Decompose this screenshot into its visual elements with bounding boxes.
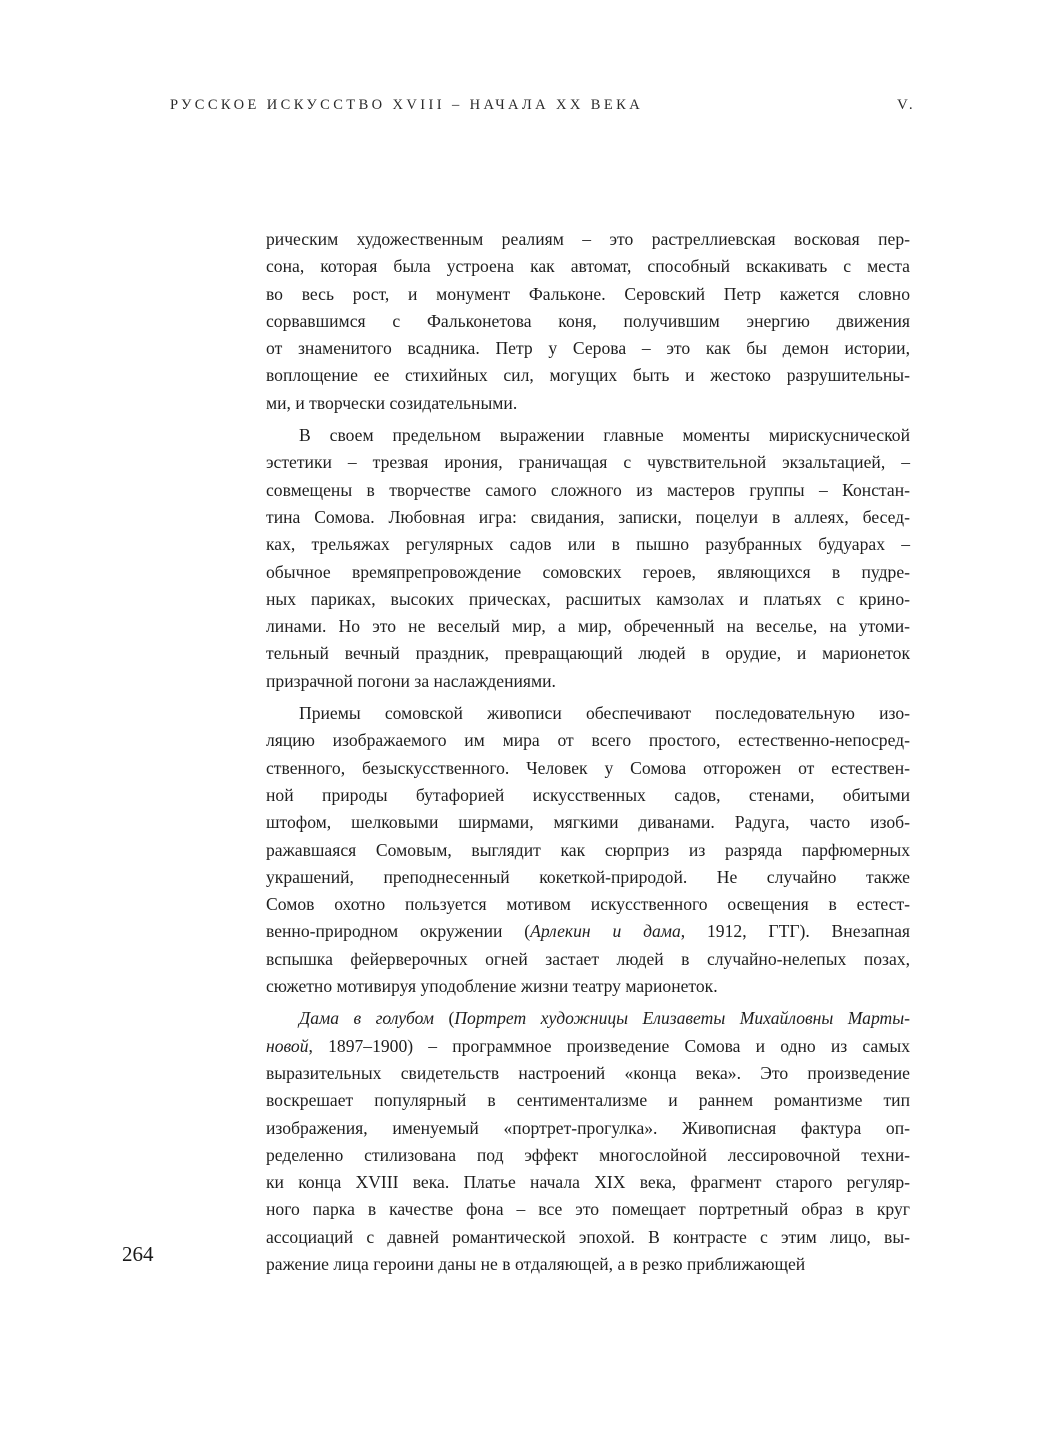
text-line — [266, 253, 910, 280]
text-line — [266, 1115, 910, 1142]
text-line — [266, 973, 910, 1000]
text-line — [266, 390, 910, 417]
text-run: Сомов охотно пользуется мотивом искусственного освещения в естест- — [266, 894, 910, 915]
text-run: рическим художественным реалиям – это растреллиевская восковая пер- — [266, 229, 910, 249]
text-run: тельный вечный праздник, превращающий людей в орудие, и марионеток — [266, 643, 910, 664]
text-line — [266, 668, 910, 695]
text-line — [266, 335, 910, 362]
text-run: во весь рост, и монумент Фальконе. Серовский Петр кажется словно — [266, 283, 910, 304]
text-run: эстетики – трезвая ирония, граничащая с чувствительной экзальтацией, – — [266, 452, 910, 473]
text-line — [266, 809, 910, 836]
text-line — [266, 531, 910, 558]
text-line — [266, 1251, 910, 1278]
text-line — [266, 755, 910, 782]
text-line — [266, 1224, 910, 1251]
text-run: ассоциаций с давней романтической эпохой. В контрасте с этим лицо, вы- — [266, 1226, 910, 1247]
text-line — [266, 308, 910, 335]
text-line — [266, 226, 910, 253]
text-line — [266, 422, 910, 449]
text-run: В своем предельном выражении главные моменты мирискуснической — [299, 425, 910, 446]
text-line — [266, 918, 910, 945]
text-run: сона, которая была устроена как автомат, способный вскакивать с места — [266, 256, 910, 277]
italic-title: Портрет художницы Елизаветы Михайловны Марты- — [454, 1008, 910, 1029]
text-line — [266, 1060, 910, 1087]
text-run: ( — [434, 1008, 455, 1029]
italic-title: Арлекин и дама — [530, 921, 681, 942]
running-head-title: РУССКОЕ ИСКУССТВО XVIII – НАЧАЛА XX ВЕКА — [170, 97, 644, 113]
text-run: выразительных свидетельств настроений «конца века». Это произведение — [266, 1062, 910, 1083]
text-line — [266, 613, 910, 640]
text-run: ки конца XVIII века. Платье начала XIX века, фрагмент старого регуляр- — [266, 1172, 910, 1193]
text-line — [266, 362, 910, 389]
text-run: от знаменитого всадника. Петр у Серова – это как бы демон истории, — [266, 338, 910, 359]
text-run: ределенно стилизована под эффект многослойной лессировочной техни- — [266, 1144, 910, 1165]
text-line — [266, 1033, 910, 1060]
text-line — [266, 891, 910, 918]
text-run: вспышка фейерверочных огней застает людей в случайно-нелепых позах, — [266, 948, 910, 969]
text-run: изображения, именуемый «портрет-прогулка». Живописная фактура оп- — [266, 1117, 910, 1138]
text-run: , 1897–1900) – программное произведение Сомова и одно из самых — [308, 1035, 910, 1056]
text-line — [266, 1169, 910, 1196]
text-run: тина Сомова. Любовная игра: свидания, записки, поцелуи в аллеях, бесед- — [266, 506, 910, 527]
body-text — [266, 226, 910, 1278]
text-line — [266, 640, 910, 667]
text-line — [266, 946, 910, 973]
text-run: ми, и творчески созидательными. — [266, 392, 518, 413]
text-line — [266, 586, 910, 613]
text-line — [266, 1196, 910, 1223]
page-number: 264 — [122, 1242, 154, 1266]
text-run: Приемы сомовской живописи обеспечивают последовательную изо- — [299, 703, 910, 724]
text-line — [266, 864, 910, 891]
text-run: ных париках, высоких прическах, расшитых камзолах и платьях с крино- — [266, 588, 910, 609]
text-line — [266, 837, 910, 864]
text-line — [266, 782, 910, 809]
text-run: ражавшаяся Сомовым, выглядит как сюрприз из разряда парфюмерных — [266, 839, 910, 860]
text-run: воплощение ее стихийных сил, могущих быть и жестоко разрушительны- — [266, 365, 910, 386]
paragraph — [266, 1005, 910, 1278]
text-run: ной природы бутафорией искусственных садов, стенами, обитыми — [266, 784, 910, 805]
section-number: V. — [897, 97, 916, 113]
text-run: ного парка в качестве фона – все это помещает портретный образ в круг — [266, 1199, 910, 1220]
paragraph — [266, 226, 910, 417]
text-run: украшений, преподнесенный кокеткой-природой. Не случайно также — [266, 866, 910, 887]
text-run: сюжетно мотивируя уподобление жизни театру марионеток. — [266, 976, 718, 997]
text-line — [266, 1005, 910, 1032]
italic-title: Дама в голубом — [299, 1008, 435, 1029]
paragraph — [266, 700, 910, 1000]
text-run: штофом, шелковыми ширмами, мягкими диванами. Радуга, часто изоб- — [266, 812, 910, 833]
text-line — [266, 700, 910, 727]
text-run: обычное времяпрепровождение сомовских героев, являющихся в пудре- — [266, 561, 910, 582]
paragraph — [266, 422, 910, 695]
text-line — [266, 727, 910, 754]
text-line — [266, 281, 910, 308]
text-run: сорвавшимся с Фальконетова коня, получившим энергию движения — [266, 310, 910, 331]
text-run: воскрешает популярный в сентиментализме и раннем романтизме тип — [266, 1090, 910, 1111]
text-run: линами. Но это не веселый мир, а мир, обреченный на веселье, на утоми- — [266, 616, 910, 637]
text-line — [266, 477, 910, 504]
text-line — [266, 559, 910, 586]
text-line — [266, 504, 910, 531]
text-line — [266, 1142, 910, 1169]
text-run: совмещены в творчестве самого сложного из мастеров группы – Констан- — [266, 479, 910, 500]
text-line — [266, 1087, 910, 1114]
text-run: ственного, безыскусственного. Человек у Сомова отгорожен от естествен- — [266, 757, 910, 778]
text-run: венно-природном окружении ( — [266, 921, 531, 942]
text-run: ляцию изображаемого им мира от всего простого, естественно-непосред- — [266, 730, 910, 751]
italic-title: новой — [266, 1035, 309, 1056]
text-run: призрачной погони за наслаждениями. — [266, 670, 556, 691]
text-run: ражение лица героини даны не в отдаляющей, а в резко приближающей — [266, 1253, 806, 1274]
text-run: , 1912, ГТГ). Внезапная — [680, 921, 910, 942]
text-run: ках, трельяжах регулярных садов или в пышно разубранных будуарах – — [266, 534, 910, 555]
text-line — [266, 449, 910, 476]
